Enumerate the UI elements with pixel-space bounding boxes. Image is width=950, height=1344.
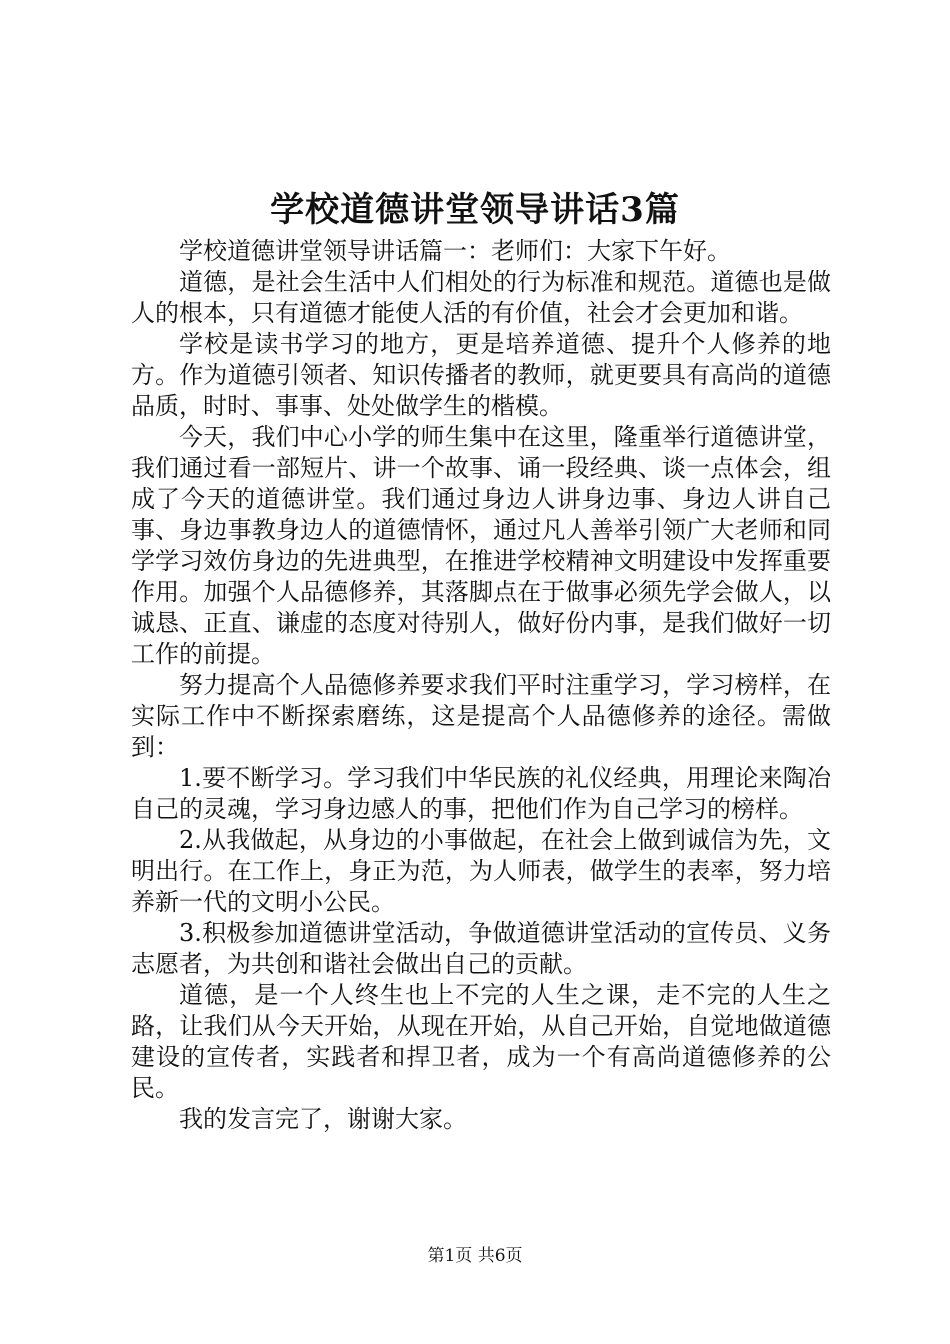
paragraph-conclusion: 道德，是一个人终生也上不完的人生之课，走不完的人生之路，让我们从今天开始，从现在开始，从自己开始，自觉地做道德建设的宣传者，实践者和捍卫者，成为一个有高尚道德修养的公民。 (131, 981, 831, 1102)
paragraph-closing: 我的发言完了，谢谢大家。 (179, 1105, 467, 1133)
paragraph-item-1: 1.要不断学习。学习我们中华民族的礼仪经典，用理论来陶冶自己的灵魂，学习身边感人的事，把他们作为自己学习的榜样。 (131, 764, 831, 823)
paragraph-school-role: 学校是读书学习的地方，更是培养道德、提升个人修养的地方。作为道德引领者、知识传播者的教师，就更要具有高尚的道德品质，时时、事事、处处做学生的楷模。 (131, 330, 831, 420)
paragraph-morality-definition: 道德，是社会生活中人们相处的行为标准和规范。道德也是做人的根本，只有道德才能使人活的有价值，社会才会更加和谐。 (131, 268, 831, 327)
page-number-footer: 第1页 共6页 (427, 1246, 523, 1266)
paragraph-improve-character: 努力提高个人品德修养要求我们平时注重学习，学习榜样，在实际工作中不断探索磨练，这是提高个人品德修养的途径。需做到： (131, 671, 831, 761)
paragraph-today-event: 今天，我们中心小学的师生集中在这里，隆重举行道德讲堂，我们通过看一部短片、讲一个故事、诵一段经典、谈一点体会，组成了今天的道德讲堂。我们通过身边人讲身边事、身边人讲自己事、身边事教身边人的道德情怀，通过凡人善举引领广大老师和同学学习效仿身边的先进典型，在推进学校精神文明建设中发挥重要作用。加强个人品德修养，其落脚点在于做事必须先学会做人，以诚恳、正直、谦虚的态度对待别人，做好份内事，是我们做好一切工作的前提。 (131, 423, 831, 668)
document-body (131, 236, 831, 1135)
document-title: 学校道德讲堂领导讲话3篇 (270, 190, 680, 230)
paragraph-greeting: 学校道德讲堂领导讲话篇一：老师们：大家下午好。 (179, 237, 731, 265)
paragraph-item-2: 2.从我做起，从身边的小事做起，在社会上做到诚信为先，文明出行。在工作上，身正为范，为人师表，做学生的表率，努力培养新一代的文明小公民。 (131, 826, 831, 916)
paragraph-item-3: 3.积极参加道德讲堂活动，争做道德讲堂活动的宣传员、义务志愿者，为共创和谐社会做出自己的贡献。 (131, 919, 831, 978)
